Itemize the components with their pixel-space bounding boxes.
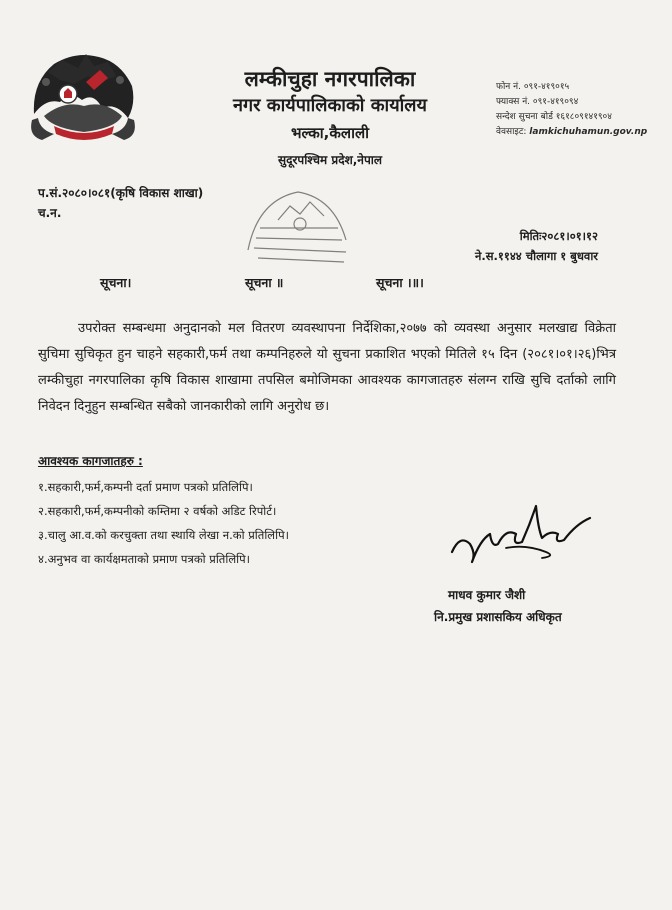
signature-icon — [446, 494, 596, 576]
signer-title: नि.प्रमुख प्रशासकिय अधिकृत — [434, 610, 562, 624]
date-nepal-sambat: ने.स.११४४ चौलागा १ बुधवार — [474, 249, 598, 263]
notice-heading-2: सूचना ॥ — [245, 275, 284, 290]
requirement-item: २.सहकारी,फर्म,कम्पनीको कम्तिमा २ वर्षको अडिट रिपोर्ट। — [38, 504, 277, 518]
municipality-name: लम्कीचुहा नगरपालिका — [244, 67, 416, 91]
dispatch-number: च.न. — [38, 206, 62, 220]
requirement-item: ४.अनुभव वा कार्यक्षमताको प्रमाण पत्रको प्रतिलिपि। — [38, 552, 251, 566]
letter-number: प.सं.२०८०।०८१(कृषि विकास शाखा) — [38, 186, 204, 200]
contact-info — [496, 80, 668, 140]
notice-heading-1: सूचना। — [100, 275, 132, 290]
website-label: वेवसाइट: — [496, 127, 527, 137]
signer-block — [434, 584, 562, 628]
website-row — [496, 125, 668, 140]
office-location: भल्का,कैलाली — [290, 124, 370, 142]
body-paragraph: उपरोक्त सम्बन्धमा अनुदानको मल वितरण व्यवस्थापना निर्देशिका,२०७७ को व्यवस्था अनुसार मलखाद्य विक्रेता सुचिमा सुचिकृत हुन चाहने सहकारी,फर्म तथा कम्पनिहरुले यो सुचना प्रकाशित भएको मितिले १५ दिन (२०८१।०१।२६)भित्र लम्कीचुहा नगरपालिका कृषि विकास शाखामा तपसिल बमोजिमका आवश्यक कागजातहरु संलग्न राखि सुचि दर्ताको लागि निवेदन दिनुहुन सम्बन्धित सबैको जानकारीको लागि अनुरोध छ। — [38, 321, 616, 414]
province-name: सुदूरपश्चिम प्रदेश,नेपाल — [277, 153, 383, 167]
office-name: नगर कार्यपालिकाको कार्यालय — [233, 95, 427, 116]
phone-number: फोन नं. ०९१-४१९०१५ — [496, 82, 570, 92]
requirement-item: ३.चालु आ.व.को करचुक्ता तथा स्थायि लेखा न.को प्रतिलिपि। — [38, 528, 289, 542]
date-block — [475, 226, 598, 266]
date-bs: मितिः२०८१।०१।१२ — [519, 229, 598, 243]
reference-block — [38, 183, 203, 223]
office-stamp-icon — [238, 180, 356, 264]
requirements-list — [38, 475, 289, 571]
sms-board-number: सन्देश सुचना बोर्ड १६१८०९१४१९०४ — [496, 112, 612, 122]
requirement-item: १.सहकारी,फर्म,कम्पनी दर्ता प्रमाण पत्रको प्रतिलिपि। — [38, 480, 253, 494]
signer-name: माधव कुमार जैशी — [448, 588, 526, 602]
website-link[interactable]: lamkichuhamun.gov.np — [529, 127, 648, 137]
requirements-title: आवश्यक कागजातहरु : — [38, 454, 143, 468]
notice-heading-3: सूचना ।॥। — [376, 275, 424, 290]
notice-body — [38, 316, 616, 420]
nepal-emblem-icon — [24, 42, 142, 150]
office-header — [180, 66, 480, 170]
fax-number: फ्याक्स नं. ०९१-४१९०९४ — [496, 97, 579, 107]
